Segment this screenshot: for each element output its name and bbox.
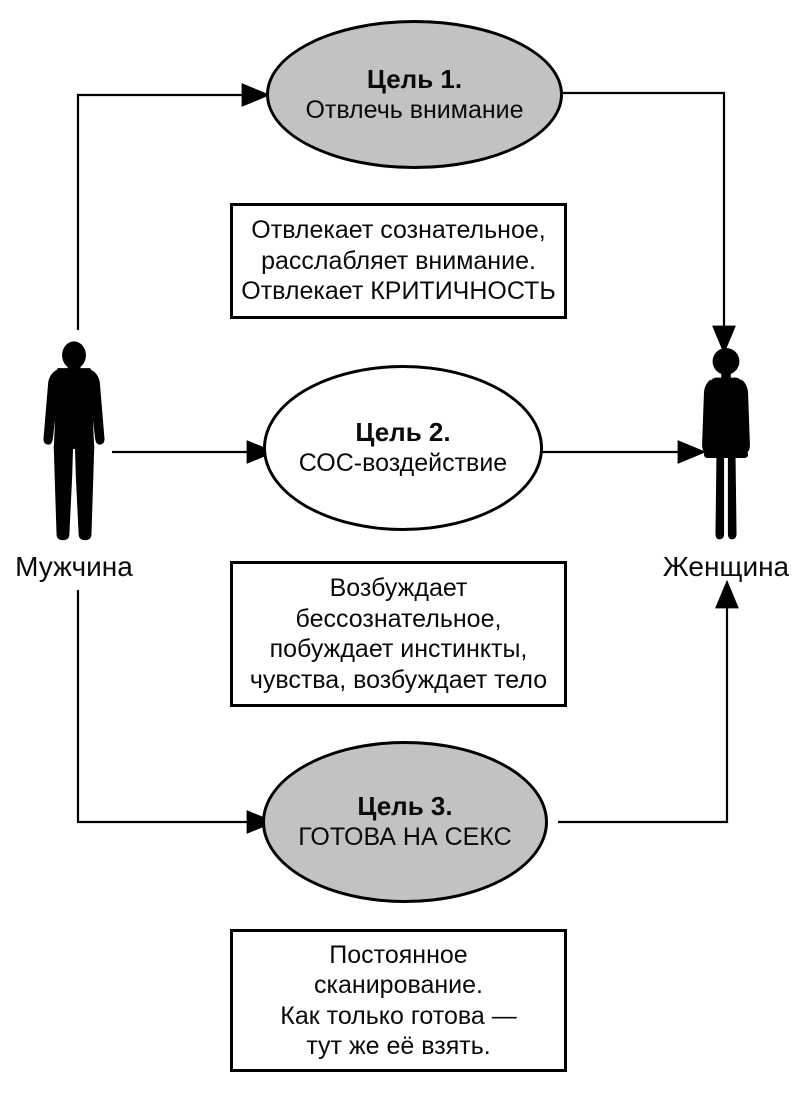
arrow-man-to-goal1 (78, 95, 244, 330)
goal-2-title: Цель 2. (355, 417, 451, 447)
note-2-line: чувства, возбуждает тело (249, 665, 548, 694)
note-3-line: сканирование. (314, 971, 483, 999)
goal-2-subtitle: СОС-воздействие (298, 449, 508, 477)
arrow-man-to-goal3 (78, 590, 249, 822)
note-3-box (230, 929, 567, 1072)
goal-3-ellipse (262, 741, 548, 903)
note-1-line: Отвлекает сознательное, (251, 216, 546, 245)
note-2-box (230, 561, 567, 707)
arrow-goal3-to-woman (558, 606, 727, 822)
note-1-line: расслабляет внимание. (261, 246, 536, 275)
note-3-line: Постоянное (329, 940, 468, 969)
note-3-line: тут же её взять. (306, 1032, 491, 1060)
woman-label: Женщина (662, 551, 790, 582)
goal-1-title: Цель 1. (366, 63, 463, 94)
goal-1-ellipse (266, 20, 563, 169)
arrow-goal1-to-woman (563, 93, 724, 328)
note-3-line: Как только готова — (280, 1001, 517, 1030)
man-silhouette-icon (28, 338, 120, 550)
note-2-line: побуждает инстинкты, (269, 635, 528, 663)
goal-1-subtitle: Отвлечь внимание (305, 95, 524, 124)
note-1-box (230, 203, 567, 319)
man-label: Мужчина (15, 551, 133, 582)
goal-3-subtitle: ГОТОВА НА СЕКС (298, 823, 512, 851)
goal-3-title: Цель 3. (357, 791, 453, 821)
goal-2-ellipse (263, 365, 543, 531)
note-2-line: Возбуждает (329, 574, 468, 602)
woman-silhouette-icon (692, 347, 760, 548)
note-2-line: бессознательное, (295, 604, 502, 633)
note-1-line: Отвлекает КРИТИЧНОСТЬ (241, 277, 556, 306)
